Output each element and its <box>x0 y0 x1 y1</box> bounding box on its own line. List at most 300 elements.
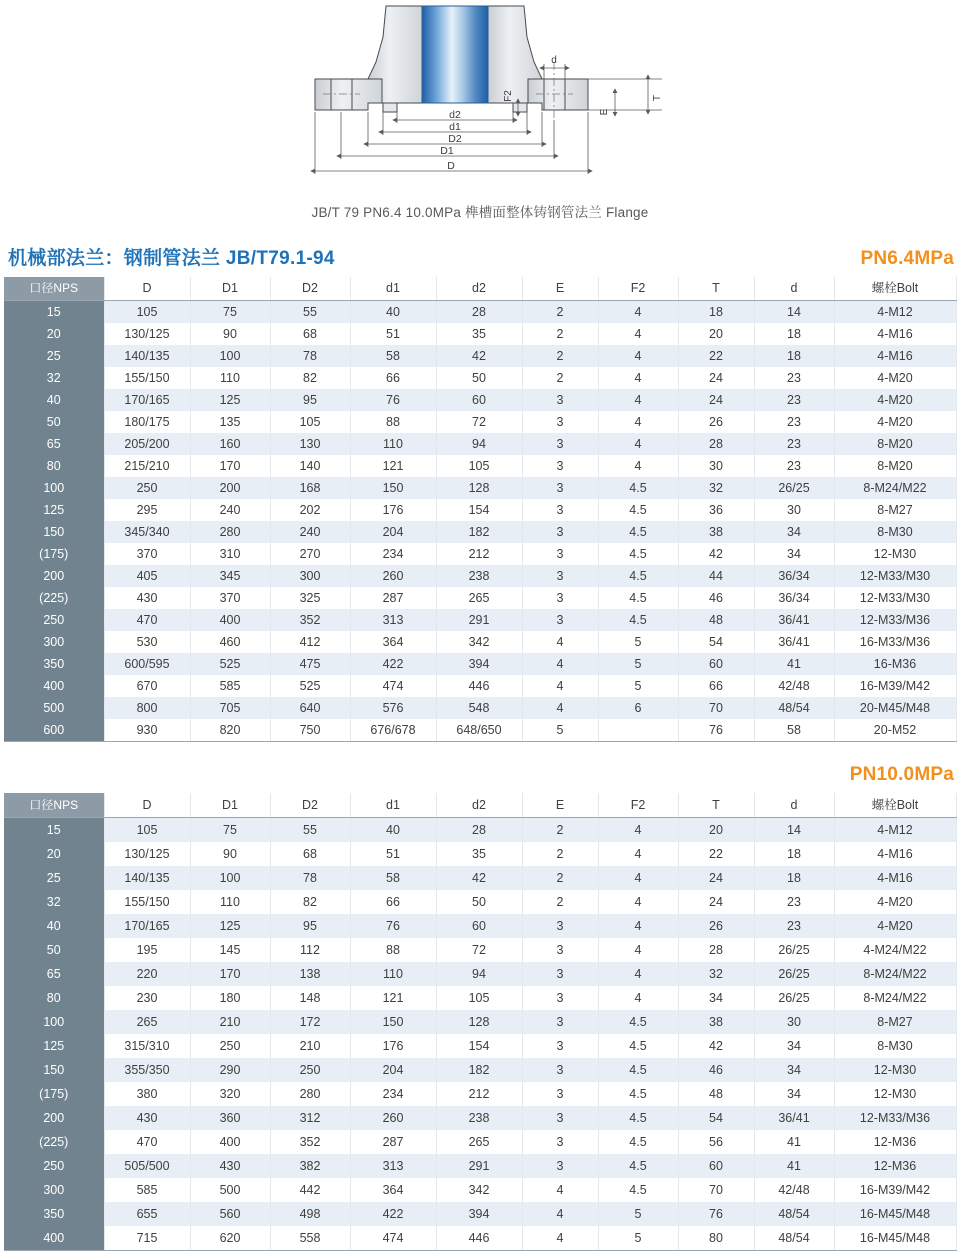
cell-D1: 170 <box>190 962 270 986</box>
cell-d1: 110 <box>350 433 436 455</box>
table-row <box>4 323 956 345</box>
cell-d1: 364 <box>350 1178 436 1202</box>
cell-d1: 474 <box>350 675 436 697</box>
cell-F2: 4.5 <box>598 1034 678 1058</box>
cell-T: 34 <box>678 986 754 1010</box>
cell-E: 3 <box>522 499 598 521</box>
cell-d: 48/54 <box>754 1226 834 1251</box>
cell-d1: 40 <box>350 301 436 324</box>
cell-d2: 342 <box>436 631 522 653</box>
cell-d: 34 <box>754 1058 834 1082</box>
cell-d2: 94 <box>436 962 522 986</box>
cell-螺栓Bolt: 4-M20 <box>834 914 956 938</box>
cell-nps: 25 <box>4 866 104 890</box>
column-header-D2: D2 <box>270 793 350 818</box>
cell-螺栓Bolt: 8-M27 <box>834 499 956 521</box>
column-header-nps: 口径NPS <box>4 793 104 818</box>
cell-D: 140/135 <box>104 345 190 367</box>
cell-D1: 100 <box>190 866 270 890</box>
cell-螺栓Bolt: 12-M36 <box>834 1154 956 1178</box>
cell-D2: 280 <box>270 1082 350 1106</box>
table-row <box>4 986 956 1010</box>
cell-F2: 4.5 <box>598 587 678 609</box>
cell-nps: (175) <box>4 543 104 565</box>
table-row <box>4 1178 956 1202</box>
cell-d: 26/25 <box>754 938 834 962</box>
cell-T: 54 <box>678 1106 754 1130</box>
cell-nps: (175) <box>4 1082 104 1106</box>
cell-d1: 150 <box>350 1010 436 1034</box>
cell-D2: 68 <box>270 842 350 866</box>
cell-D1: 100 <box>190 345 270 367</box>
cell-D: 430 <box>104 1106 190 1130</box>
cell-E: 2 <box>522 890 598 914</box>
cell-螺栓Bolt: 12-M30 <box>834 1058 956 1082</box>
cell-E: 3 <box>522 914 598 938</box>
table-row <box>4 697 956 719</box>
section-title-bar <box>0 243 960 270</box>
cell-T: 20 <box>678 818 754 843</box>
cell-D: 655 <box>104 1202 190 1226</box>
cell-nps: 200 <box>4 1106 104 1130</box>
cell-D2: 68 <box>270 323 350 345</box>
cell-E: 3 <box>522 962 598 986</box>
cell-E: 3 <box>522 477 598 499</box>
cell-d2: 128 <box>436 1010 522 1034</box>
cell-E: 2 <box>522 323 598 345</box>
cell-d2: 42 <box>436 866 522 890</box>
cell-F2: 4 <box>598 411 678 433</box>
dim-label-D: D <box>447 160 455 172</box>
cell-D2: 130 <box>270 433 350 455</box>
cell-d2: 446 <box>436 675 522 697</box>
cell-nps: 15 <box>4 301 104 324</box>
cell-D1: 280 <box>190 521 270 543</box>
dim-label-f2: F2 <box>503 90 514 102</box>
table-row <box>4 609 956 631</box>
cell-d2: 154 <box>436 1034 522 1058</box>
cell-D2: 105 <box>270 411 350 433</box>
column-header-T: T <box>678 277 754 301</box>
table-row <box>4 521 956 543</box>
cell-F2: 4.5 <box>598 521 678 543</box>
cell-d: 36/41 <box>754 609 834 631</box>
cell-D2: 78 <box>270 345 350 367</box>
cell-d1: 474 <box>350 1226 436 1251</box>
cell-E: 4 <box>522 675 598 697</box>
table-row <box>4 675 956 697</box>
cell-T: 26 <box>678 411 754 433</box>
cell-T: 22 <box>678 345 754 367</box>
column-header-d1: d1 <box>350 793 436 818</box>
cell-E: 2 <box>522 345 598 367</box>
cell-T: 18 <box>678 301 754 324</box>
table-row <box>4 367 956 389</box>
table-row <box>4 653 956 675</box>
cell-d1: 234 <box>350 543 436 565</box>
cell-nps: 40 <box>4 914 104 938</box>
cell-F2: 4.5 <box>598 1106 678 1130</box>
page-title: 机械部法兰：钢制管法兰 JB/T79.1-94 <box>8 248 335 269</box>
table-row <box>4 587 956 609</box>
cell-螺栓Bolt: 4-M16 <box>834 323 956 345</box>
table-row <box>4 1202 956 1226</box>
cell-E: 3 <box>522 543 598 565</box>
cell-d1: 260 <box>350 1106 436 1130</box>
cell-d: 34 <box>754 521 834 543</box>
cell-F2: 4 <box>598 842 678 866</box>
table-row <box>4 433 956 455</box>
cell-E: 3 <box>522 1058 598 1082</box>
cell-D1: 345 <box>190 565 270 587</box>
cell-F2: 4 <box>598 433 678 455</box>
cell-nps: 350 <box>4 1202 104 1226</box>
table-row <box>4 1154 956 1178</box>
cell-d: 48/54 <box>754 697 834 719</box>
cell-D2: 475 <box>270 653 350 675</box>
cell-D2: 240 <box>270 521 350 543</box>
cell-D2: 558 <box>270 1226 350 1251</box>
cell-E: 3 <box>522 411 598 433</box>
cell-nps: 150 <box>4 521 104 543</box>
cell-nps: 40 <box>4 389 104 411</box>
cell-T: 38 <box>678 1010 754 1034</box>
cell-D: 155/150 <box>104 367 190 389</box>
cell-D2: 82 <box>270 367 350 389</box>
cell-d: 23 <box>754 367 834 389</box>
cell-nps: 125 <box>4 499 104 521</box>
cell-E: 2 <box>522 367 598 389</box>
cell-T: 42 <box>678 1034 754 1058</box>
cell-d2: 265 <box>436 1130 522 1154</box>
cell-T: 48 <box>678 609 754 631</box>
cell-F2: 4 <box>598 367 678 389</box>
cell-D1: 180 <box>190 986 270 1010</box>
cell-d2: 42 <box>436 345 522 367</box>
cell-d1: 576 <box>350 697 436 719</box>
dim-label-D2: D2 <box>448 133 462 145</box>
cell-E: 3 <box>522 1082 598 1106</box>
cell-E: 3 <box>522 986 598 1010</box>
cell-F2: 4 <box>598 323 678 345</box>
cell-T: 24 <box>678 866 754 890</box>
cell-螺栓Bolt: 16-M39/M42 <box>834 1178 956 1202</box>
cell-d2: 128 <box>436 477 522 499</box>
cell-d2: 94 <box>436 433 522 455</box>
cell-nps: 20 <box>4 842 104 866</box>
cell-nps: 400 <box>4 1226 104 1251</box>
cell-T: 28 <box>678 433 754 455</box>
column-header-bolt: 螺栓Bolt <box>834 793 956 818</box>
cell-螺栓Bolt: 12-M33/M36 <box>834 1106 956 1130</box>
cell-D1: 210 <box>190 1010 270 1034</box>
column-header-D1: D1 <box>190 277 270 301</box>
cell-螺栓Bolt: 4-M12 <box>834 818 956 843</box>
cell-F2: 4 <box>598 455 678 477</box>
cell-D: 430 <box>104 587 190 609</box>
cell-d2: 105 <box>436 455 522 477</box>
cell-nps: 125 <box>4 1034 104 1058</box>
cell-d: 14 <box>754 818 834 843</box>
cell-d: 26/25 <box>754 986 834 1010</box>
cell-d: 23 <box>754 389 834 411</box>
table-row <box>4 866 956 890</box>
table-row <box>4 1034 956 1058</box>
cell-D: 205/200 <box>104 433 190 455</box>
cell-F2: 4.5 <box>598 499 678 521</box>
cell-F2: 4 <box>598 986 678 1010</box>
cell-F2: 4 <box>598 962 678 986</box>
cell-D: 155/150 <box>104 890 190 914</box>
cell-T: 76 <box>678 719 754 742</box>
cell-D: 170/165 <box>104 389 190 411</box>
cell-F2: 4 <box>598 866 678 890</box>
cell-D2: 352 <box>270 609 350 631</box>
cell-D1: 110 <box>190 890 270 914</box>
cell-d2: 35 <box>436 323 522 345</box>
table-body-pn100 <box>4 818 956 1251</box>
cell-d1: 260 <box>350 565 436 587</box>
cell-nps: (225) <box>4 1130 104 1154</box>
pressure-rating-pn100: PN10.0MPa <box>849 764 954 785</box>
cell-螺栓Bolt: 8-M20 <box>834 455 956 477</box>
cell-T: 70 <box>678 1178 754 1202</box>
cell-d: 36/41 <box>754 1106 834 1130</box>
cell-d1: 204 <box>350 1058 436 1082</box>
cell-D1: 75 <box>190 301 270 324</box>
cell-nps: 200 <box>4 565 104 587</box>
cell-d1: 66 <box>350 890 436 914</box>
column-header-F2: F2 <box>598 277 678 301</box>
cell-T: 28 <box>678 938 754 962</box>
cell-D: 530 <box>104 631 190 653</box>
cell-d1: 88 <box>350 938 436 962</box>
table-header-row <box>4 277 956 301</box>
cell-d: 42/48 <box>754 1178 834 1202</box>
cell-D1: 525 <box>190 653 270 675</box>
cell-d: 34 <box>754 543 834 565</box>
cell-螺栓Bolt: 4-M20 <box>834 890 956 914</box>
cell-D: 140/135 <box>104 866 190 890</box>
cell-螺栓Bolt: 8-M24/M22 <box>834 477 956 499</box>
table-row <box>4 345 956 367</box>
table-row <box>4 962 956 986</box>
table-row <box>4 301 956 324</box>
cell-D: 170/165 <box>104 914 190 938</box>
spec-table-pn64 <box>4 277 957 742</box>
cell-D1: 250 <box>190 1034 270 1058</box>
cell-E: 4 <box>522 653 598 675</box>
cell-T: 46 <box>678 587 754 609</box>
dim-label-d1-small: d1 <box>449 121 461 133</box>
cell-D2: 312 <box>270 1106 350 1130</box>
cell-T: 36 <box>678 499 754 521</box>
cell-nps: 50 <box>4 938 104 962</box>
cell-D1: 320 <box>190 1082 270 1106</box>
flange-figure-block <box>0 0 960 227</box>
cell-F2: 5 <box>598 653 678 675</box>
table-row <box>4 842 956 866</box>
cell-D2: 325 <box>270 587 350 609</box>
cell-F2: 4.5 <box>598 1130 678 1154</box>
cell-d: 18 <box>754 345 834 367</box>
cell-D2: 138 <box>270 962 350 986</box>
cell-T: 22 <box>678 842 754 866</box>
dim-label-d2-small: d2 <box>449 109 461 121</box>
pressure-rating-pn64: PN6.4MPa <box>860 248 954 269</box>
cell-nps: 600 <box>4 719 104 742</box>
cell-E: 3 <box>522 389 598 411</box>
cell-F2: 4 <box>598 818 678 843</box>
cell-D2: 95 <box>270 914 350 938</box>
cell-T: 44 <box>678 565 754 587</box>
cell-D1: 560 <box>190 1202 270 1226</box>
spec-table-pn100 <box>4 793 957 1251</box>
cell-d2: 648/650 <box>436 719 522 742</box>
cell-T: 24 <box>678 389 754 411</box>
cell-F2: 4.5 <box>598 1154 678 1178</box>
cell-D1: 310 <box>190 543 270 565</box>
cell-nps: 100 <box>4 477 104 499</box>
cell-D1: 370 <box>190 587 270 609</box>
cell-D2: 148 <box>270 986 350 1010</box>
table-row <box>4 890 956 914</box>
column-header-D2: D2 <box>270 277 350 301</box>
cell-d2: 212 <box>436 1082 522 1106</box>
cell-D: 220 <box>104 962 190 986</box>
table-row <box>4 1082 956 1106</box>
table-row <box>4 1010 956 1034</box>
cell-nps: 300 <box>4 1178 104 1202</box>
cell-d2: 238 <box>436 565 522 587</box>
cell-D: 105 <box>104 301 190 324</box>
cell-d1: 676/678 <box>350 719 436 742</box>
cell-T: 30 <box>678 455 754 477</box>
cell-nps: 65 <box>4 433 104 455</box>
cell-D: 715 <box>104 1226 190 1251</box>
cell-d: 58 <box>754 719 834 742</box>
figure-caption: JB/T 79 PN6.4 10.0MPa 榫槽面整体铸钢管法兰 Flange <box>311 205 649 220</box>
cell-d1: 40 <box>350 818 436 843</box>
cell-F2: 6 <box>598 697 678 719</box>
cell-E: 3 <box>522 565 598 587</box>
cell-螺栓Bolt: 20-M45/M48 <box>834 697 956 719</box>
cell-螺栓Bolt: 12-M36 <box>834 1130 956 1154</box>
column-header-d1: d1 <box>350 277 436 301</box>
cell-E: 3 <box>522 938 598 962</box>
table-row <box>4 1106 956 1130</box>
cell-d: 36/34 <box>754 565 834 587</box>
cell-D1: 90 <box>190 323 270 345</box>
cell-d: 23 <box>754 411 834 433</box>
cell-E: 3 <box>522 587 598 609</box>
cell-D: 355/350 <box>104 1058 190 1082</box>
cell-D2: 442 <box>270 1178 350 1202</box>
cell-d2: 446 <box>436 1226 522 1251</box>
cell-d1: 88 <box>350 411 436 433</box>
cell-d2: 28 <box>436 818 522 843</box>
cell-d: 23 <box>754 433 834 455</box>
cell-d2: 50 <box>436 890 522 914</box>
cell-D2: 78 <box>270 866 350 890</box>
cell-d: 14 <box>754 301 834 324</box>
cell-d: 42/48 <box>754 675 834 697</box>
cell-T: 66 <box>678 675 754 697</box>
cell-d1: 287 <box>350 1130 436 1154</box>
cell-D1: 360 <box>190 1106 270 1130</box>
cell-d1: 313 <box>350 609 436 631</box>
cell-d1: 58 <box>350 866 436 890</box>
cell-d1: 51 <box>350 842 436 866</box>
cell-E: 4 <box>522 1178 598 1202</box>
flange-drawing-wrap <box>0 2 960 197</box>
cell-螺栓Bolt: 16-M36 <box>834 653 956 675</box>
cell-d1: 110 <box>350 962 436 986</box>
cell-T: 48 <box>678 1082 754 1106</box>
cell-nps: 65 <box>4 962 104 986</box>
cell-D1: 705 <box>190 697 270 719</box>
cell-螺栓Bolt: 4-M20 <box>834 367 956 389</box>
cell-D2: 412 <box>270 631 350 653</box>
cell-D1: 400 <box>190 609 270 631</box>
cell-d2: 182 <box>436 1058 522 1082</box>
cell-E: 4 <box>522 697 598 719</box>
cell-螺栓Bolt: 4-M20 <box>834 411 956 433</box>
cell-螺栓Bolt: 8-M24/M22 <box>834 986 956 1010</box>
cell-nps: 25 <box>4 345 104 367</box>
cell-D1: 145 <box>190 938 270 962</box>
cell-T: 24 <box>678 890 754 914</box>
cell-螺栓Bolt: 4-M16 <box>834 866 956 890</box>
cell-d1: 121 <box>350 986 436 1010</box>
cell-D: 380 <box>104 1082 190 1106</box>
cell-D1: 200 <box>190 477 270 499</box>
cell-螺栓Bolt: 8-M24/M22 <box>834 962 956 986</box>
cell-d: 34 <box>754 1034 834 1058</box>
cell-d2: 105 <box>436 986 522 1010</box>
cell-D1: 110 <box>190 367 270 389</box>
cell-d: 18 <box>754 323 834 345</box>
cell-D1: 290 <box>190 1058 270 1082</box>
cell-D2: 525 <box>270 675 350 697</box>
cell-d2: 60 <box>436 914 522 938</box>
cell-F2: 4.5 <box>598 543 678 565</box>
cell-E: 2 <box>522 842 598 866</box>
cell-F2: 4.5 <box>598 1178 678 1202</box>
cell-nps: 50 <box>4 411 104 433</box>
cell-d2: 154 <box>436 499 522 521</box>
cell-D: 105 <box>104 818 190 843</box>
cell-螺栓Bolt: 4-M16 <box>834 345 956 367</box>
cell-d1: 422 <box>350 653 436 675</box>
cell-T: 80 <box>678 1226 754 1251</box>
cell-螺栓Bolt: 12-M33/M36 <box>834 609 956 631</box>
cell-d2: 212 <box>436 543 522 565</box>
cell-nps: (225) <box>4 587 104 609</box>
column-header-E: E <box>522 793 598 818</box>
cell-F2: 5 <box>598 1202 678 1226</box>
cell-D2: 270 <box>270 543 350 565</box>
cell-T: 60 <box>678 1154 754 1178</box>
cell-D1: 585 <box>190 675 270 697</box>
cell-D1: 135 <box>190 411 270 433</box>
cell-E: 3 <box>522 1106 598 1130</box>
cell-d: 30 <box>754 499 834 521</box>
cell-螺栓Bolt: 16-M33/M36 <box>834 631 956 653</box>
cell-F2: 4.5 <box>598 477 678 499</box>
cell-D: 130/125 <box>104 842 190 866</box>
cell-d2: 342 <box>436 1178 522 1202</box>
